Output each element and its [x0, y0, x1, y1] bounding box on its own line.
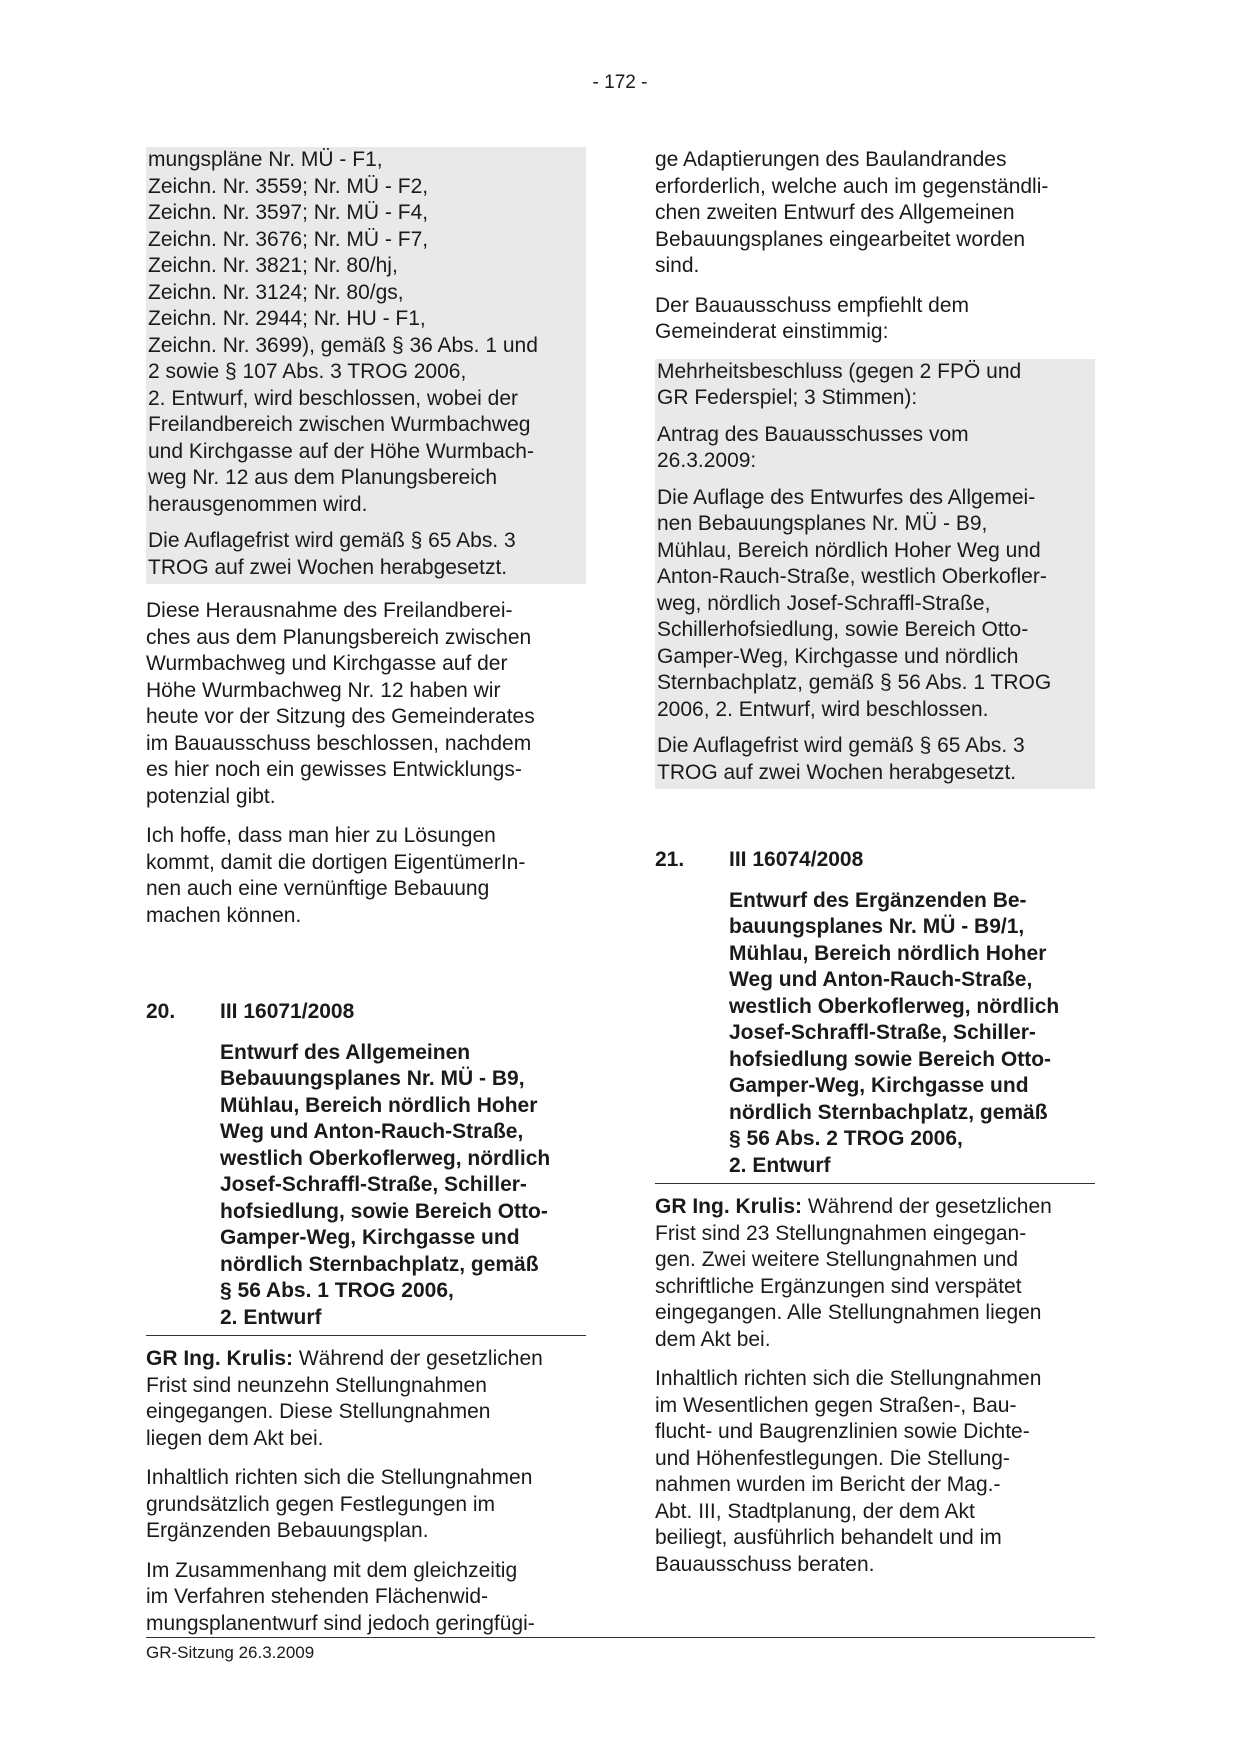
speech-paragraph: Inhaltlich richten sich die Stellungnahmen grundsätzlich gegen Festlegungen im Ergänzenden Bebauungsplan.	[146, 1466, 533, 1542]
speech-paragraph	[655, 1194, 1095, 1353]
right-column	[655, 147, 1095, 1591]
footer-divider	[146, 1637, 1095, 1638]
agenda-item-title: Entwurf des Ergänzenden Be- bauungsplanes Nr. MÜ - B9/1, Mühlau, Bereich nördlich Hoher Weg und Anton-Rauch-Straße, westlich Oberkoflerweg, nördlich Josef-Schraffl-Straße, Schiller- hofsiedlung sowie Bereich Otto- Gamper-Weg, Kirchgasse und nördlich Sternbachplatz, gemäß § 56 Abs. 2 TROG 2006, 2. Entwurf	[729, 888, 1060, 1177]
agenda-item-header	[146, 999, 586, 1026]
vote-result: Mehrheitsbeschluss (gegen 2 FPÖ und GR Federspiel; 3 Stimmen):	[657, 359, 1022, 409]
paragraph: Diese Herausnahme des Freilandberei- ches aus dem Planungsbereich zwischen Wurmbachweg und Kirchgasse auf der Höhe Wurmbachweg Nr. 12 haben wir heute vor der Sitzung des Gemeinderates im Bauausschuss beschlossen, nachdem es hier noch ein gewisses Entwicklungs- potenzial gibt.	[146, 599, 535, 808]
left-column	[146, 147, 586, 1650]
agenda-item-ref: III 16074/2008	[729, 848, 864, 871]
motion-text: Antrag des Bauausschusses vom 26.3.2009:	[657, 422, 969, 472]
agenda-item-header	[655, 847, 1095, 874]
agenda-item-20	[146, 999, 586, 1637]
paragraph: Der Bauausschuss empfiehlt dem Gemeinderat einstimmig:	[655, 293, 969, 343]
agenda-item-number: 21.	[655, 848, 685, 871]
resolution-text: Die Auflage des Entwurfes des Allgemei- nen Bebauungsplanes Nr. MÜ - B9, Mühlau, Bereich nördlich Hoher Weg und Anton-Rauch-Straße, westlich Oberkofler- weg, nördlich Josef-Schraffl-Straße, Schillerhofsiedlung, sowie Bereich Otto- Gamper-Weg, Kirchgasse und nördlich Sternbachplatz, gemäß § 56 Abs. 1 TROG 2006, 2. Entwurf, wird beschlossen.	[657, 485, 1052, 721]
deadline-text: Die Auflagefrist wird gemäß § 65 Abs. 3 TROG auf zwei Wochen herabgesetzt.	[657, 734, 1025, 784]
speaker-name: GR Ing. Krulis:	[655, 1195, 802, 1218]
paragraph: ge Adaptierungen des Baulandrandes erforderlich, welche auch im gegenständli- chen zweiten Entwurf des Allgemeinen Bebauungsplanes eingearbeitet worden sind.	[655, 148, 1049, 277]
resolution-text: mungspläne Nr. MÜ - F1, Zeichn. Nr. 3559; Nr. MÜ - F2, Zeichn. Nr. 3597; Nr. MÜ - F4, Zeichn. Nr. 3676; Nr. MÜ - F7, Zeichn. Nr. 3821; Nr. 80/hj, Zeichn. Nr. 3124; Nr. 80/gs, Zeichn. Nr. 2944; Nr. HU - F1, Zeichn. Nr. 3699), gemäß § 36 Abs. 1 und 2 sowie § 107 Abs. 3 TROG 2006, 2. Entwurf, wird beschlossen, wobei der Freilandbereich zwischen Wurmbachweg und Kirchgasse auf der Höhe Wurmbach- weg Nr. 12 aus dem Planungsbereich herausgenommen wird.	[148, 148, 538, 516]
speaker-name: GR Ing. Krulis:	[146, 1347, 293, 1370]
agenda-item-21	[655, 847, 1095, 1578]
deadline-text: Die Auflagefrist wird gemäß § 65 Abs. 3 TROG auf zwei Wochen herabgesetzt.	[148, 529, 516, 579]
speech-text: Während der gesetzlichen Frist sind neunzehn Stellungnahmen eingegangen. Diese Stellungnahmen liegen dem Akt bei.	[146, 1347, 543, 1450]
resolution-block-left	[146, 147, 586, 584]
speech-paragraph	[146, 1346, 586, 1452]
agenda-item-title: Entwurf des Allgemeinen Bebauungsplanes Nr. MÜ - B9, Mühlau, Bereich nördlich Hoher Weg und Anton-Rauch-Straße, westlich Oberkoflerweg, nördlich Josef-Schraffl-Straße, Schiller- hofsiedlung, sowie Bereich Otto- Gamper-Weg, Kirchgasse und nördlich Sternbachplatz, gemäß § 56 Abs. 1 TROG 2006, 2. Entwurf	[220, 1040, 551, 1329]
speech-paragraph: Im Zusammenhang mit dem gleichzeitig im Verfahren stehenden Flächenwid- mungsplanentwurf sind jedoch geringfügi-	[146, 1558, 535, 1635]
divider	[146, 1335, 586, 1336]
footer-text: GR-Sitzung 26.3.2009	[146, 1643, 315, 1662]
agenda-item-ref: III 16071/2008	[220, 1000, 355, 1023]
paragraph: Ich hoffe, dass man hier zu Lösungen kommt, damit die dortigen EigentümerIn- nen auch eine vernünftige Bebauung machen können.	[146, 824, 526, 927]
resolution-block-right	[655, 359, 1095, 790]
speech-text: Während der gesetzlichen Frist sind 23 Stellungnahmen eingegan- gen. Zwei weitere Stellungnahmen und schriftliche Ergänzungen sind verspätet eingegangen. Alle Stellungnahmen liegen dem Akt bei.	[655, 1195, 1052, 1351]
agenda-item-number: 20.	[146, 1000, 176, 1023]
page-number: - 172 -	[592, 72, 648, 93]
speech-paragraph: Inhaltlich richten sich die Stellungnahmen im Wesentlichen gegen Straßen-, Bau- flucht- und Baugrenzlinien sowie Dichte- und Höhenfestlegungen. Die Stellung- nahmen wurden im Bericht der Mag.- Abt. III, Stadtplanung, der dem Akt beiliegt, ausführlich behandelt und im Bauausschuss beraten.	[655, 1367, 1042, 1576]
divider	[655, 1183, 1095, 1184]
